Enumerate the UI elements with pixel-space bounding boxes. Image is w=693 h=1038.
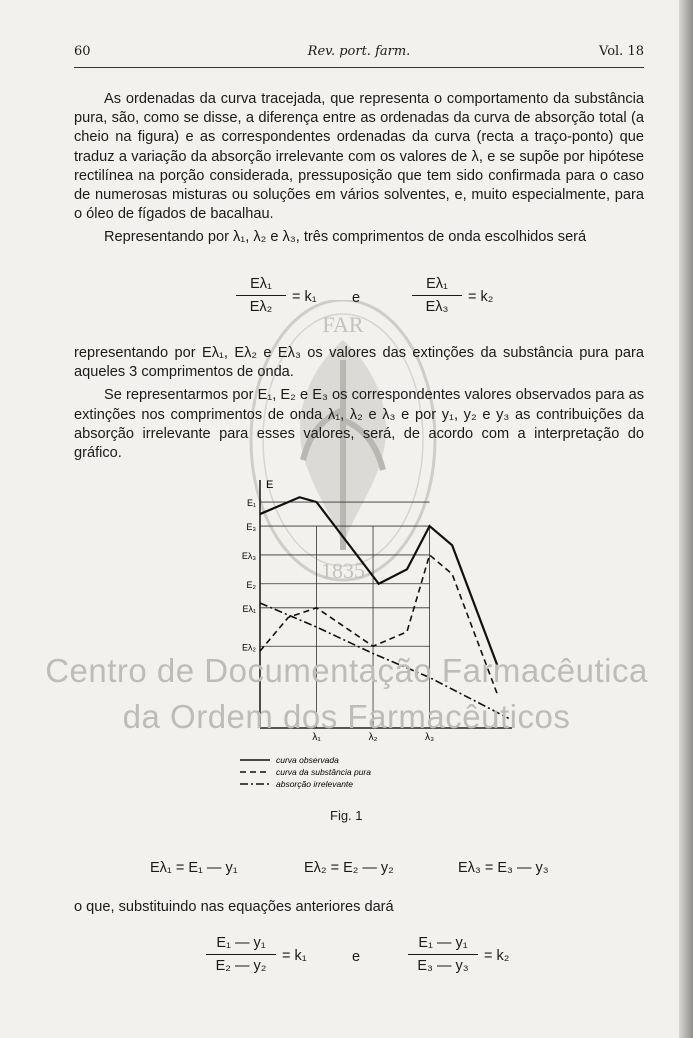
fraction-bar [408, 954, 478, 955]
fraction-numerator: Eλ₁ [250, 276, 272, 292]
y-tick-label: E₁ [246, 498, 256, 509]
watermark-line-1: Centro de Documentação Farmacêutica [45, 652, 648, 689]
running-header [74, 44, 644, 66]
fraction-denominator: E₂ — y₂ [215, 958, 267, 974]
paragraph: representando por Eλ₁, Eλ₂ e Eλ₃ os valores das extinções da substância pura para aqueles 3 comprimentos de onda. [74, 345, 644, 381]
fraction-rhs: = k₁ [282, 948, 307, 964]
x-tick-label: λ₃ [425, 732, 435, 743]
y-tick-label: Eλ₃ [241, 550, 256, 561]
y-tick-label: Eλ₁ [242, 603, 256, 614]
equation-conjunction: e [352, 949, 361, 965]
seal-letters: FAR [322, 312, 364, 337]
fraction-denominator: Eλ₂ [249, 299, 273, 315]
y-tick-label: E₂ [246, 579, 256, 590]
fraction-denominator: E₃ — y₃ [417, 958, 469, 974]
header-rule [74, 67, 644, 68]
y-axis-label: E [266, 479, 274, 491]
fraction-denominator: Eλ₃ [425, 299, 449, 315]
journal-title: Rev. port. farm. [307, 44, 411, 59]
figure-1-chart [212, 470, 512, 800]
fraction-bar [236, 295, 286, 296]
equation-conjunction: e [352, 290, 361, 306]
fraction-rhs: = k₂ [468, 289, 494, 305]
fraction-eq3-right [408, 935, 510, 974]
x-tick-label: λ₂ [368, 732, 378, 743]
equation-a: Eλ₁ = E₁ — y₁ [150, 860, 238, 876]
equation-b: Eλ₂ = E₂ — y₂ [304, 860, 394, 876]
x-tick-label: λ₁ [312, 732, 321, 743]
equation-c: Eλ₃ = E₃ — y₃ [458, 860, 549, 876]
fraction-bar [412, 295, 462, 296]
watermark-line-2: da Ordem dos Farmacêuticos [122, 698, 571, 735]
fraction-eq3-left [206, 935, 307, 974]
legend-label: curva da substância pura [276, 767, 371, 777]
paragraph: Representando por λ₁, λ₂ e λ₃, três comprimentos de onda escolhidos será [104, 229, 587, 246]
fraction-rhs: = k₂ [484, 948, 510, 964]
series-line-solid [260, 497, 497, 665]
paragraph: o que, substituindo nas equações anteriores dará [74, 899, 394, 915]
text-block-1 [74, 90, 644, 248]
page-edge-shadow [679, 0, 693, 1038]
figure-caption: Fig. 1 [330, 808, 363, 823]
volume-label: Vol. 18 [599, 44, 644, 59]
paragraph: Se representarmos por E₁, E₂ e E₃ os correspondentes valores observados para as extinções nos comprimentos de onda λ₁, λ₂ e λ₃ e por y₁, y₂ e y₃ as contribuições da absorção irrelevante para esses valores, será, de acordo com a interpretação do gráfico. [74, 387, 644, 462]
y-tick-label: Eλ₂ [242, 642, 256, 653]
fraction-numerator: E₁ — y₁ [216, 935, 266, 951]
fraction-rhs: = k₁ [292, 289, 317, 305]
legend-label: absorção irrelevante [276, 779, 354, 789]
y-tick-label: E₃ [246, 522, 256, 533]
fraction-bar [206, 954, 276, 955]
fraction-numerator: Eλ₁ [426, 276, 448, 292]
paragraph: As ordenadas da curva tracejada, que representa o comportamento da substância pura, são, como se disse, a diferença entre as ordenadas da curva de absorção total (a cheio na figura) e as correspondentes ordenadas da curva (recta a traço-ponto) que traduz a variação da absorção irrelevante com os valores de λ, e se supõe por hipótese rectilínea na porção considerada, pressuposição que tem sido confirmada para o caso de numerosas misturas ou soluções em vários solventes, e, muito especialmente, para o óleo de fígados de bacalhau. [74, 91, 644, 223]
text-block-2 [74, 344, 644, 463]
page-number: 60 [74, 44, 91, 59]
fraction-numerator: E₁ — y₁ [418, 935, 468, 951]
fraction-eq1-right [412, 276, 494, 315]
text-block-3 [74, 898, 644, 917]
seal-year: 1835 [321, 558, 365, 583]
legend-label: curva observada [276, 755, 339, 765]
fraction-eq1-left [236, 276, 317, 315]
